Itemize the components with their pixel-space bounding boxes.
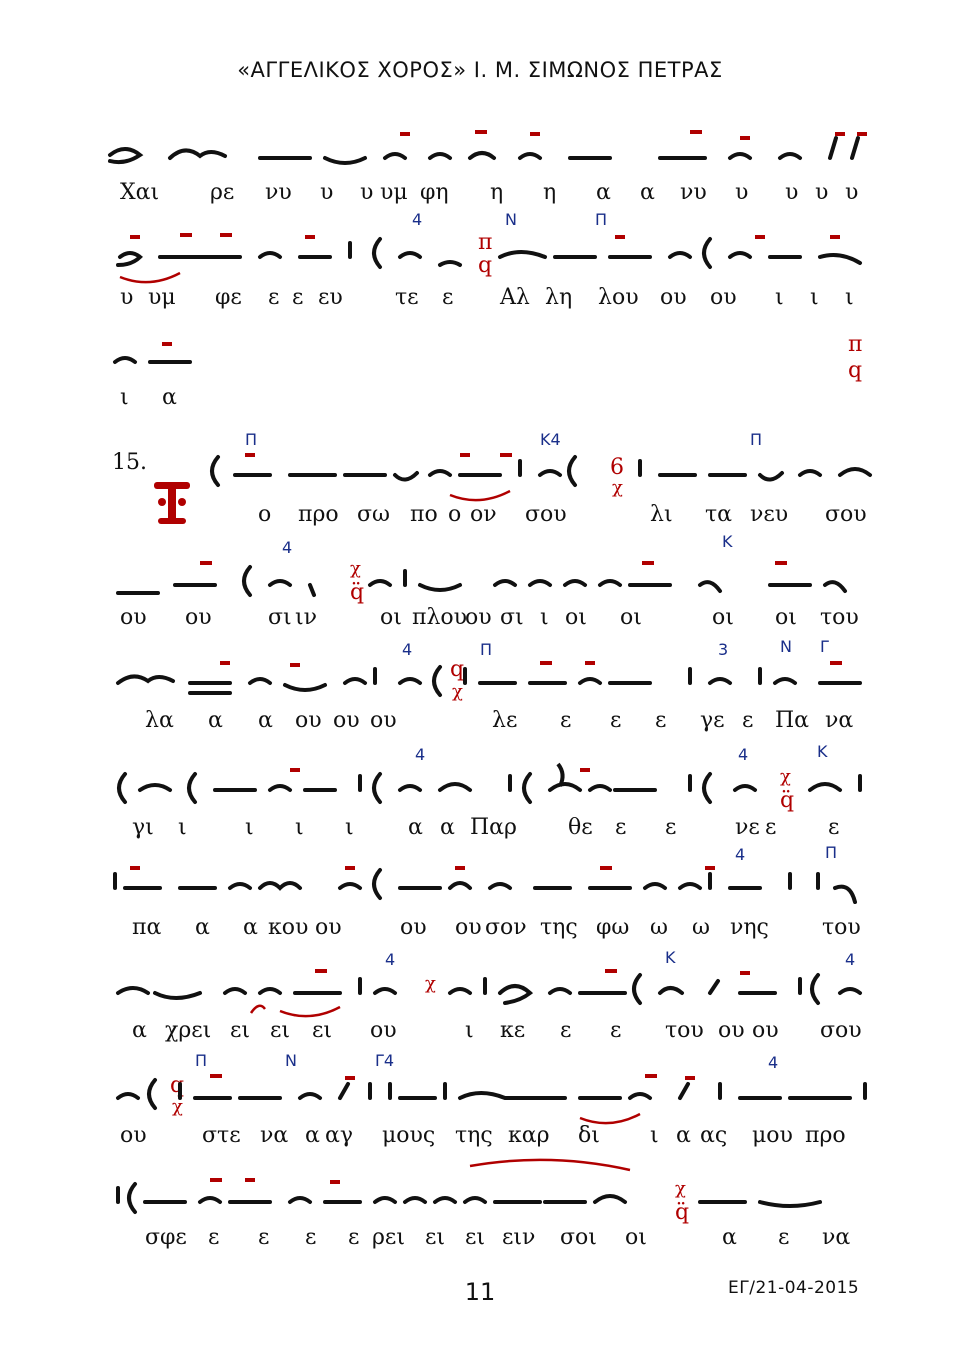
lyric-row-5 xyxy=(0,605,960,635)
syllable: πλου xyxy=(412,605,468,630)
martyria-sign: χ xyxy=(350,558,361,579)
syllable: υμ xyxy=(380,180,408,205)
syllable: ου xyxy=(400,915,427,940)
syllable: υ xyxy=(845,180,859,205)
syllable: ω xyxy=(692,915,710,940)
syllable: ει xyxy=(270,1018,291,1043)
syllable: α xyxy=(440,815,455,840)
syllable: ε xyxy=(442,285,454,310)
syllable: του xyxy=(820,605,859,630)
syllable: α xyxy=(195,915,210,940)
syllable: ι xyxy=(245,815,254,840)
syllable: ε xyxy=(828,815,840,840)
syllable: α xyxy=(258,708,273,733)
syllable: γε xyxy=(700,708,725,733)
syllable: ει xyxy=(230,1018,251,1043)
syllable: θε xyxy=(568,815,593,840)
syllable: μους xyxy=(382,1123,436,1148)
syllable: α xyxy=(243,915,258,940)
syllable: δι xyxy=(578,1123,600,1148)
syllable: οι xyxy=(712,605,734,630)
martyria-sign: Π xyxy=(825,843,838,862)
martyria-sign: Ν xyxy=(780,637,792,656)
syllable: νε xyxy=(735,815,760,840)
syllable: Παρ xyxy=(470,815,517,840)
martyria-sign: Π xyxy=(195,1051,208,1070)
syllable: ι xyxy=(465,1018,474,1043)
martyria-sign: χ xyxy=(172,1096,183,1117)
martyria-sign: q̈ xyxy=(675,1200,690,1225)
syllable: της xyxy=(455,1123,493,1148)
martyria-sign: Π xyxy=(245,430,258,449)
syllable: ρε xyxy=(210,180,235,205)
syllable: του xyxy=(822,915,861,940)
syllable: σου xyxy=(825,502,867,527)
syllable: ι xyxy=(540,605,549,630)
syllable: ε xyxy=(258,1225,270,1250)
syllable: λη xyxy=(545,285,573,310)
syllable: ου xyxy=(120,1123,147,1148)
syllable: σω xyxy=(357,502,390,527)
syllable: οι xyxy=(380,605,402,630)
martyria-sign: Κ xyxy=(665,948,676,967)
syllable: ου xyxy=(660,285,687,310)
syllable: ι xyxy=(345,815,354,840)
martyria-sign: Π xyxy=(595,210,608,229)
syllable: ειν xyxy=(502,1225,536,1250)
syllable: ου xyxy=(333,708,360,733)
syllable: ου xyxy=(315,915,342,940)
syllable: ι xyxy=(650,1123,659,1148)
syllable: του xyxy=(665,1018,704,1043)
syllable: σοι xyxy=(560,1225,597,1250)
syllable: ιν xyxy=(295,605,317,630)
syllable: ε xyxy=(560,708,572,733)
syllable: νυ xyxy=(265,180,292,205)
martyria-sign: χ xyxy=(452,681,463,702)
syllable: α xyxy=(676,1123,691,1148)
syllable: ε xyxy=(268,285,280,310)
martyria-sign: Π xyxy=(480,640,493,659)
syllable: οι xyxy=(620,605,642,630)
syllable: υ xyxy=(120,285,134,310)
syllable: η xyxy=(490,180,504,205)
lyric-row-4 xyxy=(0,502,960,532)
martyria-sign: 4 xyxy=(845,950,856,969)
lyric-row-9 xyxy=(0,1018,960,1048)
syllable: κε xyxy=(500,1018,526,1043)
syllable: κου xyxy=(268,915,309,940)
syllable: να xyxy=(822,1225,851,1250)
syllable: ι xyxy=(775,285,784,310)
syllable: ου xyxy=(370,708,397,733)
syllable: γι xyxy=(132,815,154,840)
syllable: α xyxy=(208,708,223,733)
syllable: ε xyxy=(348,1225,360,1250)
syllable: ρει xyxy=(372,1225,405,1250)
syllable: ου xyxy=(710,285,737,310)
martyria-sign: 4 xyxy=(738,745,749,764)
syllable: λου xyxy=(598,285,639,310)
martyria-sign: χ xyxy=(675,1178,686,1199)
lyric-row-3 xyxy=(0,385,960,415)
syllable: οι xyxy=(565,605,587,630)
syllable: ε xyxy=(655,708,667,733)
martyria-sign: χ xyxy=(612,477,623,498)
syllable: στε xyxy=(202,1123,241,1148)
syllable: λα xyxy=(145,708,174,733)
syllable: σον xyxy=(485,915,527,940)
martyria-sign: q xyxy=(170,1073,185,1098)
syllable: σου xyxy=(525,502,567,527)
lyric-row-2 xyxy=(0,285,960,315)
syllable: ου xyxy=(370,1018,397,1043)
martyria-sign: q xyxy=(848,358,863,383)
syllable: α xyxy=(408,815,423,840)
syllable: α xyxy=(162,385,177,410)
syllable: α xyxy=(640,180,655,205)
syllable: Χαι xyxy=(120,180,160,205)
martyria-sign: χ xyxy=(780,766,791,787)
martyria-sign: q xyxy=(478,253,493,278)
martyria-sign: π xyxy=(478,230,493,255)
syllable: ι xyxy=(120,385,129,410)
syllable: να xyxy=(260,1123,289,1148)
syllable: ω xyxy=(650,915,668,940)
syllable: ας xyxy=(700,1123,728,1148)
syllable: τε xyxy=(395,285,419,310)
martyria-sign: 4 xyxy=(402,640,413,659)
syllable: ε xyxy=(560,1018,572,1043)
syllable: αγ xyxy=(325,1123,354,1148)
syllable: ι xyxy=(845,285,854,310)
syllable: ει xyxy=(465,1225,486,1250)
martyria-sign: q xyxy=(450,657,465,682)
syllable: σου xyxy=(820,1018,862,1043)
syllable: τα xyxy=(705,502,733,527)
lyric-row-10 xyxy=(0,1123,960,1153)
syllable: α xyxy=(132,1018,147,1043)
syllable: ε xyxy=(665,815,677,840)
syllable: να xyxy=(825,708,854,733)
syllable: ον xyxy=(470,502,497,527)
martyria-sign: Γ xyxy=(820,637,829,656)
syllable: σφε xyxy=(145,1225,187,1250)
martyria-sign: 4 xyxy=(412,210,423,229)
lyric-row-11 xyxy=(0,1225,960,1255)
syllable: ι xyxy=(178,815,187,840)
syllable: ου xyxy=(465,605,492,630)
syllable: προ xyxy=(298,502,339,527)
syllable: της xyxy=(540,915,578,940)
syllable: οι xyxy=(775,605,797,630)
martyria-sign: 4 xyxy=(768,1053,779,1072)
syllable: νευ xyxy=(750,502,789,527)
martyria-sign: Κ xyxy=(817,742,828,761)
lyric-row-6 xyxy=(0,708,960,738)
syllable: λι xyxy=(650,502,673,527)
syllable: η xyxy=(543,180,557,205)
syllable: χρει xyxy=(165,1018,212,1043)
syllable: υ xyxy=(815,180,829,205)
syllable: σι xyxy=(268,605,292,630)
page-header: «ΑΓΓΕΛΙΚΟΣ ΧΟΡΟΣ» Ι. Μ. ΣΙΜΩΝΟΣ ΠΕΤΡΑΣ xyxy=(237,58,723,82)
syllable: λε xyxy=(492,708,518,733)
syllable: ι xyxy=(810,285,819,310)
lyric-row-8 xyxy=(0,915,960,945)
syllable: νης xyxy=(730,915,769,940)
syllable: οι xyxy=(625,1225,647,1250)
syllable: ευ xyxy=(318,285,343,310)
syllable: ε xyxy=(765,815,777,840)
syllable: ι xyxy=(295,815,304,840)
martyria-sign: 4 xyxy=(282,538,293,557)
martyria-sign: q̈ xyxy=(350,580,365,605)
martyria-sign: Κ xyxy=(722,532,733,551)
syllable: πα xyxy=(132,915,162,940)
syllable: πο xyxy=(410,502,438,527)
martyria-sign: Π xyxy=(750,430,763,449)
syllable: φω xyxy=(596,915,630,940)
syllable: ε xyxy=(292,285,304,310)
martyria-sign: Γ4 xyxy=(375,1051,395,1070)
document-code: ΕΓ/21-04-2015 xyxy=(728,1278,860,1298)
martyria-sign: 4 xyxy=(415,745,426,764)
syllable: υμ xyxy=(148,285,176,310)
martyria-sign: 6 xyxy=(610,455,624,480)
syllable: ε xyxy=(778,1225,790,1250)
syllable: ει xyxy=(312,1018,333,1043)
syllable: ου xyxy=(120,605,147,630)
syllable: ε xyxy=(742,708,754,733)
syllable: ε xyxy=(610,708,622,733)
syllable: υ xyxy=(320,180,334,205)
syllable: ε xyxy=(208,1225,220,1250)
syllable: Πα xyxy=(775,708,810,733)
hymn-number: 15. xyxy=(112,450,147,475)
martyria-sign: 4 xyxy=(735,845,746,864)
syllable: φη xyxy=(420,180,449,205)
syllable: καρ xyxy=(508,1123,550,1148)
syllable: φε xyxy=(215,285,242,310)
syllable: σι xyxy=(500,605,524,630)
martyria-sign: Ν xyxy=(505,210,517,229)
syllable: ο xyxy=(258,502,272,527)
syllable: α xyxy=(305,1123,320,1148)
syllable: προ xyxy=(805,1123,846,1148)
syllable: υ xyxy=(785,180,799,205)
martyria-sign: 4 xyxy=(385,950,396,969)
syllable: ει xyxy=(425,1225,446,1250)
syllable: ου xyxy=(718,1018,745,1043)
martyria-sign: Ν xyxy=(285,1051,297,1070)
syllable: ε xyxy=(610,1018,622,1043)
page-number: 11 xyxy=(464,1278,496,1306)
syllable: α xyxy=(596,180,611,205)
syllable: νυ xyxy=(680,180,707,205)
syllable: ο xyxy=(448,502,462,527)
syllable: α xyxy=(722,1225,737,1250)
syllable: υ xyxy=(360,180,374,205)
syllable: μου xyxy=(752,1123,793,1148)
martyria-sign: 3 xyxy=(718,640,729,659)
martyria-sign: Κ4 xyxy=(540,430,561,449)
martyria-sign: q̈ xyxy=(780,788,795,813)
martyria-sign: χ xyxy=(425,973,436,994)
syllable: υ xyxy=(735,180,749,205)
syllable: ου xyxy=(752,1018,779,1043)
syllable: ου xyxy=(455,915,482,940)
syllable: ου xyxy=(185,605,212,630)
syllable: Αλ xyxy=(500,285,530,310)
martyria-sign: π xyxy=(848,332,863,357)
syllable: ου xyxy=(295,708,322,733)
syllable: ε xyxy=(615,815,627,840)
syllable: ε xyxy=(305,1225,317,1250)
